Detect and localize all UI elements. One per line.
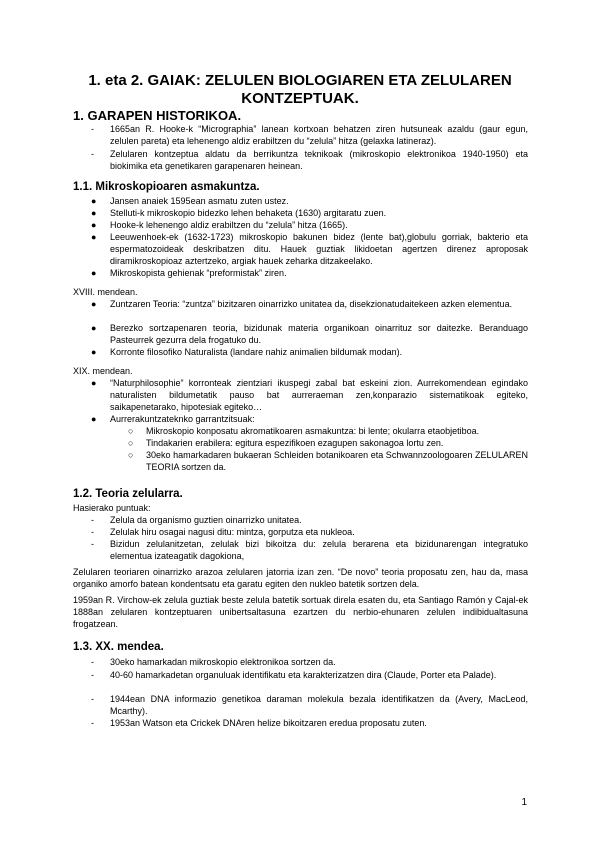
bullet-marker: ● — [91, 220, 97, 230]
section-1-2-heading: 1.2. Teoria zelularra. — [73, 488, 183, 500]
bullet-marker: ● — [91, 299, 97, 309]
s1-item-2: Zelularen kontzeptua aldatu da berrikuntza teknikoak (mikroskopio elektronikoa 1940-1950) eta biokimika eta genetikaren garapenaren heinean. — [110, 149, 528, 171]
bullet-marker: ● — [91, 378, 97, 388]
s11-item-4: Leeuwenhoek-ek (1632-1723) mikroskopio bakunen bidez (lente bat),globulu gorriak, bakterio eta espermatozoideak deskribatzen ditu. Hauek guztiak likidoetan agertzen direnez aproposak diramikroskopioaz aztertzeko, argiak hauek zeharka ditzakeelako. — [110, 232, 528, 266]
xix-sub-1: Mikroskopio konposatu akromatikoaren asmakuntza: bi lente; okularra etaobjetiboa. — [146, 426, 480, 436]
s11-item-3: Hooke-k lehenengo aldiz erabiltzen du “zelula” hitza (1665). — [110, 220, 348, 230]
s13-item-3: 1944ean DNA informazio genetikoa daraman molekula bezala identifikatzen da (Avery, MacLeod, Mcarthy). — [110, 694, 528, 716]
xviii-item-3: Korronte filosofiko Naturalista (landare nahiz animalien bildumak modan). — [110, 347, 403, 357]
document-title: 1. eta 2. GAIAK: ZELULEN BIOLOGIAREN ETA ZELULAREN KONTZEPTUAK. — [88, 72, 512, 107]
xviii-item-2: Berezko sortzapenaren teoria, bizidunak materia organikoan oinarrituz sor daitezke. Beranduago Pasteurrek gezurra dela frogatuko du. — [110, 323, 528, 345]
s11-item-2: Stelluti-k mikroskopio bidezko lehen behaketa (1630) argitaratu zuen. — [110, 208, 387, 218]
xix-label: XIX. mendean. — [73, 366, 133, 376]
xix-sub-3: 30eko hamarkadaren bukaeran Schleiden botanikoaren eta Schwannzoologoaren ZELULAREN TEORIA sortzen da. — [146, 450, 528, 472]
xviii-label: XVIII. mendean. — [73, 287, 138, 297]
s13-item-1: 30eko hamarkadan mikroskopio elektronikoa sortzen da. — [110, 657, 336, 667]
page-number: 1 — [521, 797, 527, 808]
xviii-item-1: Zuntzaren Teoria: “zuntza” bizitzaren oinarrizko unitatea da, disekzionatudaitekeen azken elementua. — [110, 299, 513, 309]
s11-item-1: Jansen anaiek 1595ean asmatu zuten ustez. — [110, 196, 289, 206]
dash-marker: - — [91, 539, 94, 549]
xix-item-2: Aurrerakuntzateknko garrantzitsuak: — [110, 414, 255, 424]
s12-item-3: Bizidun zelulanitzetan, zelulak bizi bikoitza du: zelula berarena eta bizidunarengan integratuko elementua izateagatik dagokiona, — [110, 539, 528, 561]
s12-paragraph-2: 1959an R. Virchow-ek zelula guztiak beste zelula batetik sortuak direla esaten du, eta Santiago Ramón y Cajal-ek 1888an zelularen kontzeptuaren unibertsaltasuna ezartzen du nerbio-ehunaren zelulen indibidualtasuna frogatzean. — [73, 595, 528, 629]
dash-marker: - — [91, 124, 94, 134]
s12-item-2: Zelulak hiru osagai nagusi ditu: mintza, gorputza eta nukleoa. — [110, 527, 355, 537]
circle-marker: ○ — [128, 438, 134, 448]
s13-item-4: 1953an Watson eta Crickek DNAren helize bikoitzaren eredua proposatu zuten. — [110, 718, 427, 728]
bullet-marker: ● — [91, 323, 97, 333]
bullet-marker: ● — [91, 347, 97, 357]
section-1-3-heading: 1.3. XX. mendea. — [73, 641, 164, 653]
xix-item-1: “Naturphilosophie” korronteak zientziari ikuspegi zabal bat eskeini zion. Aurrekomendean egindako naturalisten bildumetatik pauso bat aurreraeman zen,konparazio sistematikoak egiteko, saikapenetarako, hipotesiak egiteko… — [110, 378, 528, 412]
s1-item-1: 1665an R. Hooke-k “Micrographia” lanean kortxoan behatzen ziren hutsuneak azaldu (gaur egun, zelulen pareta) eta lehenengo aldiz erabiltzen du “zelula” hitza (gelaxka latineraz). — [110, 124, 528, 146]
s12-paragraph-1: Zelularen teoriaren oinarrizko arazoa zelularen jatorria izan zen. “De novo” teoria proposatu zen, hau da, masa organiko amorfo batean kondentsatu eta garatu egiten den nukleo batetik sortzen dela. — [73, 567, 528, 589]
bullet-marker: ● — [91, 196, 97, 206]
xix-sub-2: Tindakarien erabilera: egitura espezifikoen ezagupen sakonagoa lortu zen. — [146, 438, 444, 448]
s12-intro: Hasierako puntuak: — [73, 503, 151, 513]
dash-marker: - — [91, 657, 94, 667]
circle-marker: ○ — [128, 426, 134, 436]
s12-item-1: Zelula da organismo guztien oinarrizko unitatea. — [110, 515, 302, 525]
dash-marker: - — [91, 694, 94, 704]
section-1-1-heading: 1.1. Mikroskopioaren asmakuntza. — [73, 181, 260, 193]
dash-marker: - — [91, 670, 94, 680]
dash-marker: - — [91, 515, 94, 525]
bullet-marker: ● — [91, 414, 97, 424]
dash-marker: - — [91, 718, 94, 728]
dash-marker: - — [91, 527, 94, 537]
section-1-heading: 1. GARAPEN HISTORIKOA. — [73, 108, 242, 123]
bullet-marker: ● — [91, 208, 97, 218]
bullet-marker: ● — [91, 268, 97, 278]
bullet-marker: ● — [91, 232, 97, 242]
dash-marker: - — [91, 149, 94, 159]
s11-item-5: Mikroskopista gehienak “preformistak” ziren. — [110, 268, 287, 278]
s13-item-2: 40-60 hamarkadetan organuluak identifikatu eta karakterizatzen dira (Claude, Porter eta Palade). — [110, 670, 497, 680]
circle-marker: ○ — [128, 450, 134, 460]
